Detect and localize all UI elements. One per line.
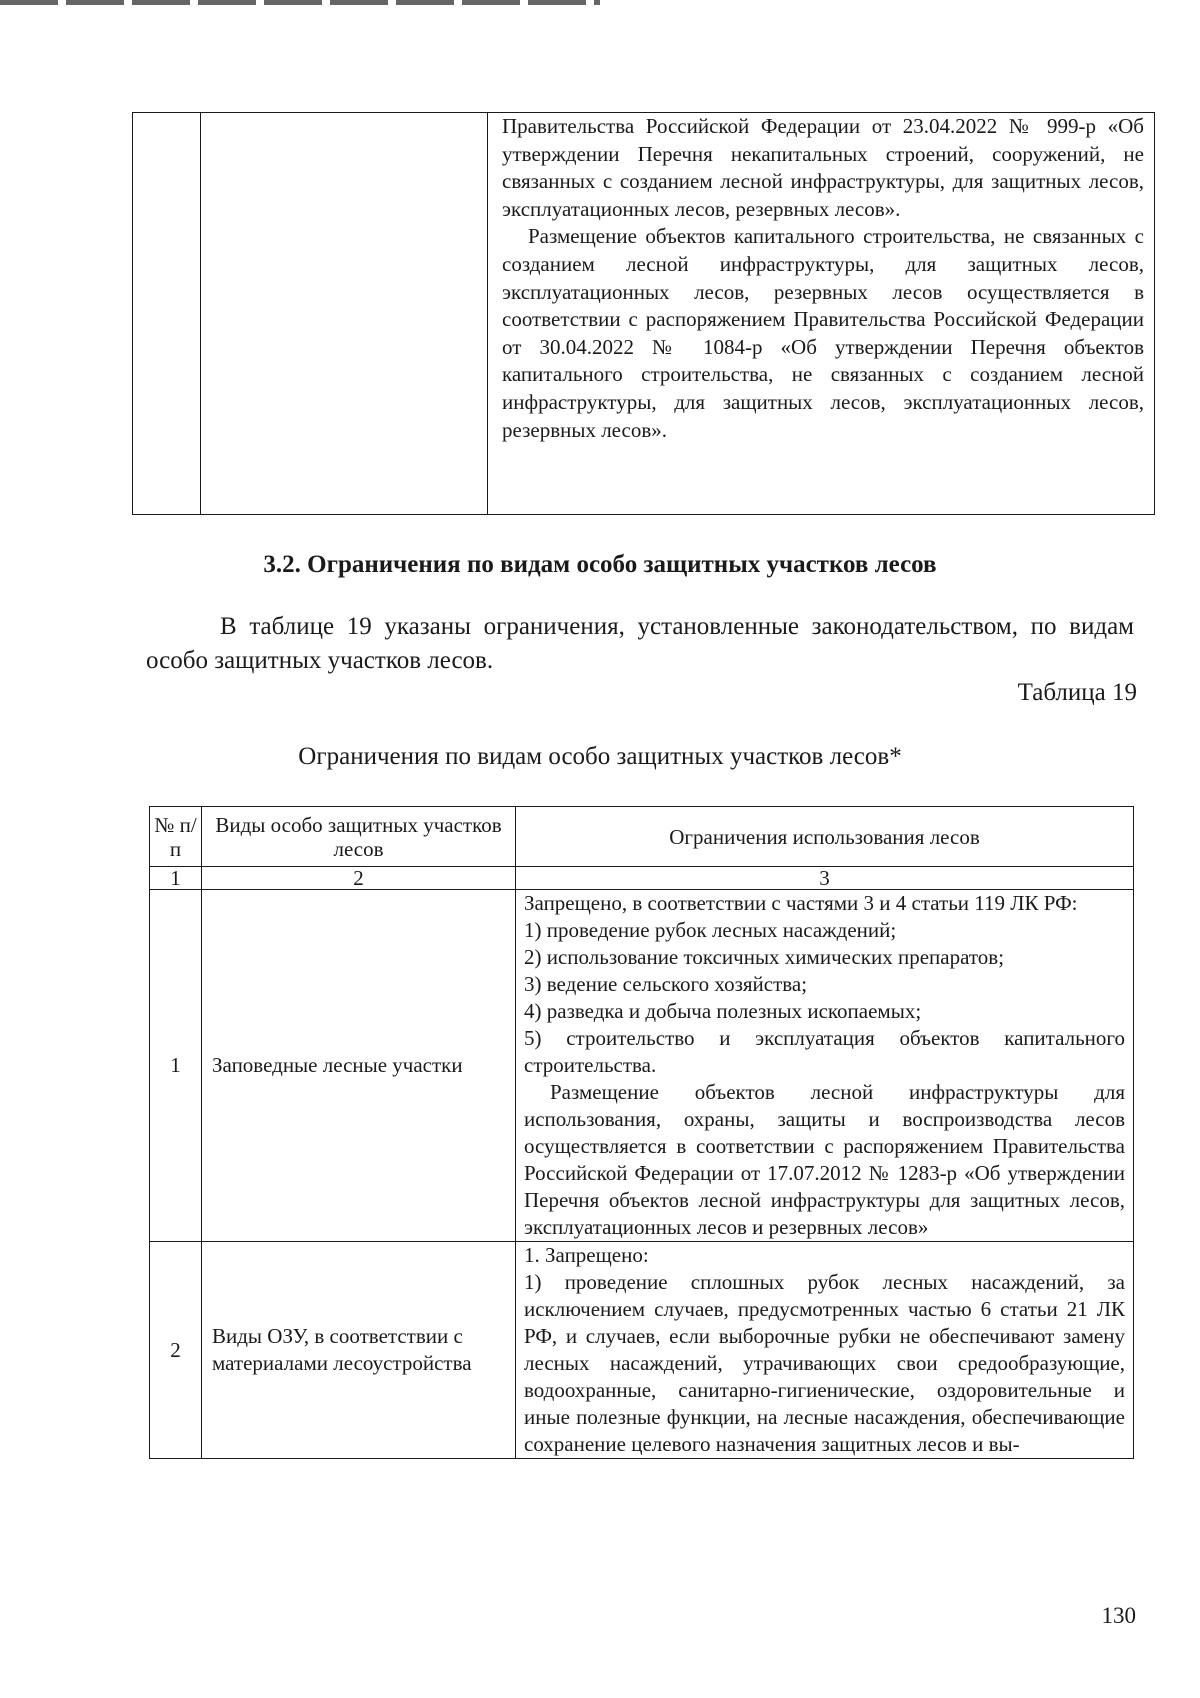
continued-paragraph-1: Правительства Российской Федерации от 23.04.2022 № 999-р «Об утверждении Перечня некапитальных строений, сооружений, не связанных с созданием лесной инфраструктуры, для защитных лесов, эксплуатационных лесов, резервных лесов». <box>502 114 1144 221</box>
header-restrictions: Ограничения использования лесов <box>516 807 1134 867</box>
page-number: 130 <box>1101 1603 1136 1628</box>
restriction-line: 1. Запрещено: <box>524 1243 649 1267</box>
continued-table-cell-num <box>133 113 201 515</box>
restriction-note: Размещение объектов лесной инфраструктуры для использования, охраны, защиты и воспроизводства лесов осуществляется в соответствии с распоряжением Правительства Российской Федерации от 17.07.2012 № 1283-р «Об утверждении Перечня объектов лесной инфраструктуры для защитных лесов, эксплуатационных лесов и резервных лесов» <box>524 1080 1125 1239</box>
continued-table <box>132 112 1155 515</box>
table-number-label: Таблица 19 <box>1017 679 1137 706</box>
row-restrictions <box>516 1242 1134 1459</box>
column-number-3: 3 <box>516 867 1134 890</box>
restriction-line: 4) разведка и добыча полезных ископаемых; <box>524 999 922 1023</box>
restriction-line: 1) проведение сплошных рубок лесных насаждений, за исключением случаев, предусмотренных частью 6 статьи 21 ЛК РФ, и случаев, если выборочные рубки не обеспечивают замену лесных насаждений, утрачивающих свои средообразующие, водоохранные, санитарно-гигиенические, оздоровительные и иные полезные функции, на лесные насаждения, обеспечивающие сохранение целевого назначения защитных лесов и вы- <box>524 1270 1125 1456</box>
restriction-line: 5) строительство и эксплуатация объектов капитального строительства. <box>524 1026 1125 1077</box>
row-number: 1 <box>150 890 202 1242</box>
restriction-line: 1) проведение рубок лесных насаждений; <box>524 918 897 942</box>
restriction-line: 2) использование токсичных химических препаратов; <box>524 945 1005 969</box>
scan-artifact-line <box>0 0 600 5</box>
restriction-line: Запрещено, в соответствии с частями 3 и 4 статьи 119 ЛК РФ: <box>524 891 1078 915</box>
row-restrictions <box>516 890 1134 1242</box>
header-kind: Виды особо защитных участков лесов <box>202 807 516 867</box>
continued-table-cell-kind <box>201 113 488 515</box>
header-number: № п/п <box>150 807 202 867</box>
row-kind: Заповедные лесные участки <box>202 890 516 1242</box>
continued-table-cell-restrictions <box>488 113 1155 515</box>
column-number-1: 1 <box>150 867 202 890</box>
row-number: 2 <box>150 1242 202 1459</box>
row-kind: Виды ОЗУ, в соответствии с материалами лесоустройства <box>202 1242 516 1459</box>
intro-paragraph: В таблице 19 указаны ограничения, установленные законодательством, по видам особо защитных участков лесов. <box>146 613 1134 674</box>
section-heading: 3.2. Ограничения по видам особо защитных участков лесов <box>263 551 937 578</box>
table-row <box>150 890 1134 1242</box>
table-title: Ограничения по видам особо защитных участков лесов* <box>298 743 902 770</box>
table-row <box>150 1242 1134 1459</box>
restrictions-table <box>149 806 1134 1459</box>
column-number-2: 2 <box>202 867 516 890</box>
continued-paragraph-2: Размещение объектов капитального строительства, не связанных с созданием лесной инфраструктуры, для защитных лесов, эксплуатационных лесов, резервных лесов осуществляется в соответствии с распоряжением Правительства Российской Федерации от 30.04.2022 № 1084-р «Об утверждении Перечня объектов капитального строительства, не связанных с созданием лесной инфраструктуры, для защитных лесов, эксплуатационных лесов, резервных лесов». <box>502 224 1144 442</box>
restriction-line: 3) ведение сельского хозяйства; <box>524 972 808 996</box>
